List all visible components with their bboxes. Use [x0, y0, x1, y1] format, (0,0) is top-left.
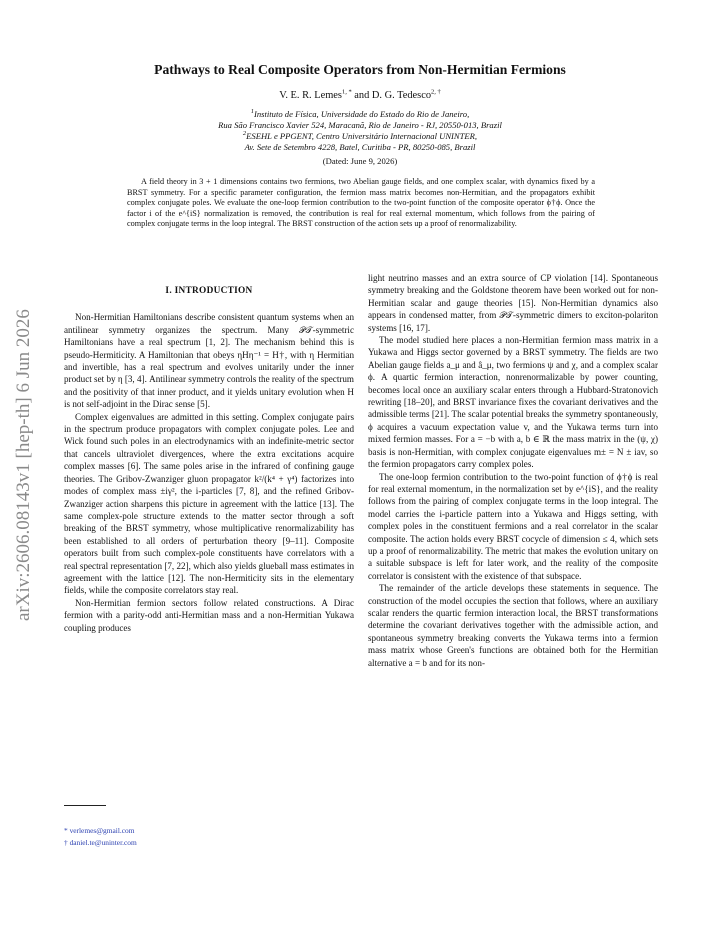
author-lemes-marks: 1, *: [341, 88, 352, 96]
affiliation-2-line-1: [0, 131, 720, 141]
affiliation-1-line-2: Rua São Francisco Xavier 524, Maracanã, Rio de Janeiro - RJ, 20550-013, Brazil: [218, 120, 502, 130]
affiliation-2-mark: 2: [242, 130, 247, 138]
left-column: [64, 285, 354, 634]
date-line: (Dated: June 9, 2026): [322, 156, 398, 166]
affiliation-2-line-2: Av. Sete de Setembro 4228, Batel, Curitiba - PR, 80250-085, Brazil: [244, 142, 476, 152]
section-heading-introduction: I. INTRODUCTION: [165, 286, 253, 296]
arxiv-stamp: arXiv:2606.08143v1 [hep-th] 6 Jun 2026: [13, 309, 34, 621]
footnote-2: [64, 838, 137, 848]
affiliation-1-line-1: [0, 109, 720, 119]
paragraph: The remainder of the article develops these statements in sequence. The construction of the model occupies the section that follows, where an auxiliary scalar renders the quartic fermion interaction local, the BRST transformations determine the covariant derivatives together with the admissible action, and spontaneous symmetry breaking converts the Yukawa terms into a fermion mass matrix whose Green's functions are obtained both for the Hermitian alternative a = b and for its non-: [368, 583, 658, 668]
email-link-lemes[interactable]: verlemes@gmail.com: [69, 826, 135, 835]
author-tedesco: D. G. Tedesco: [371, 90, 432, 101]
footnote-1: [64, 826, 134, 836]
abstract-text: A field theory in 3 + 1 dimensions contains two fermions, two Abelian gauge fields, and one complex scalar, with dynamics fixed by a BRST symmetry. For a specific parameter configuration, the fermion mass matrix becomes non-Hermitian, and the propagators exhibit complex conjugate poles. We evaluate the one-loop fermion contribution to the two-point function of the composite operator ϕ†ϕ. Once the factor i of the e^{iS} normalization is removed, the contribution is real for real external momentum, which follows from the pairing of complex conjugate terms in the loop integral. The BRST construction of the action sets up a proof of renormalizability.: [127, 177, 595, 229]
author-lemes: V. E. R. Lemes: [279, 90, 342, 101]
paragraph: light neutrino masses and an extra source of CP violation [14]. Spontaneous symmetry breaking and the Goldstone theorem have been worked out for non-Hermitian scalar and gauge theories [15]. Non-Hermitian dynamics also appears in condensed matter, from 𝒫𝒯-symmetric dimers to exciton-polariton systems [16, 17].: [368, 273, 658, 333]
paragraph: Complex eigenvalues are admitted in this setting. Complex conjugate pairs in the spectrum produce propagators with complex conjugate poles. Lee and Wick found such poles in an electrodynamics with an indefinite-metric sector that cancels ultraviolet divergences, where the extra excitations acquire complex masses [6]. The same poles arise in the infrared of confining gauge theories. The Gribov-Zwanziger gluon propagator k²/(k⁴ + γ⁴) factorizes into modes of complex mass ±iγ², the i-particles [7, 8], and the refined Gribov-Zwanziger action sharpens this picture in agreement with the lattice [13]. The same complex-pole structure extends to the matter sector through a soft breaking of the BRST symmetry, whose multiplicative renormalizability has been established to all orders of perturbation theory [9–11]. Composite operators built from such complex-pole constituents have correlators with a real spectral representation [7, 22], which also yields glueball mass estimates in agreement with the lattice [12]. The non-Hermiticity sits in the elementary fields, while the composite correlators stay real.: [64, 411, 354, 596]
author-tedesco-marks: 2, †: [431, 88, 441, 96]
paragraph: Non-Hermitian fermion sectors follow related constructions. A Dirac fermion with a parity-odd anti-Hermitian mass and a non-Hermitian Yukawa coupling produces: [64, 597, 354, 633]
paragraph: The one-loop fermion contribution to the two-point function of ϕ†ϕ is real for real external momentum, in the normalization set by e^{iS}, and the reality follows from the pairing of complex conjugate terms in the loop integral. The model carries the i-particle pattern into a Yukawa and Higgs setting, with complex poles in the constituent fermions and a real correlator in the scalar composite. The action holds every BRST cocycle of dimension ≤ 4, which sets up a proof of renormalizability. The metric that makes the evolution unitary on a suitable subspace is left for later work, and the reality of the composite correlator is consistent with the existence of that subspace.: [368, 471, 658, 581]
paragraph: The model studied here places a non-Hermitian fermion mass matrix in a Yukawa and Higgs sector governed by a BRST symmetry. The fields are two Abelian gauge fields a_μ and â_μ, two fermions ψ and χ, and a complex scalar ϕ. A quartic fermion interaction, nonrenormalizable by power counting, becomes local once an auxiliary scalar enters through a Hubbard-Stratonovich rewriting [18–20], and BRST invariance fixes the covariant derivatives and the admissible terms [21]. The scalar potential breaks the symmetry spontaneously, ϕ acquires a vacuum expectation value v, and the Yukawa terms turn into mixed fermion masses. For a = −b with a, b ∈ ℝ the mass matrix in the (ψ, χ) basis is non-Hermitian, with complex conjugate eigenvalues m± = N ± iav, so the fermion propagators carry complex poles.: [368, 335, 658, 470]
footnote-2-mark: †: [64, 838, 68, 847]
affiliation-2-text: ESEHL e PPGENT, Centro Universitário Internacional UNINTER,: [246, 131, 478, 141]
abstract: [127, 177, 595, 230]
author-line: [0, 90, 720, 101]
author-and: and: [354, 90, 370, 101]
paragraph: Non-Hermitian Hamiltonians describe consistent quantum systems when an antilinear symmetry organizes the spectrum. Many 𝒫𝒯-symmetric Hamiltonians have a real spectrum [1, 2]. The mechanism behind this is pseudo-Hermiticity. A Hamiltonian that obeys ηHη⁻¹ = H†, with η Hermitian and invertible, has a real spectrum and evolves unitarily under the inner product set by η [3, 4]. Antilinear symmetry controls the reality of the spectrum and the positivity of that inner product, and it yields unitary evolution when H is not self-adjoint in the Dirac sense [5].: [64, 312, 354, 410]
email-link-tedesco[interactable]: daniel.te@uninter.com: [69, 838, 137, 847]
right-column: [368, 272, 658, 669]
affiliation-1-mark: 1: [250, 108, 255, 116]
footnote-1-mark: *: [64, 826, 68, 835]
paper-title: Pathways to Real Composite Operators from Non-Hermitian Fermions: [154, 62, 566, 77]
affiliation-1-text: Instituto de Física, Universidade do Estado do Rio de Janeiro,: [254, 109, 470, 119]
footnote-rule: [64, 805, 106, 806]
